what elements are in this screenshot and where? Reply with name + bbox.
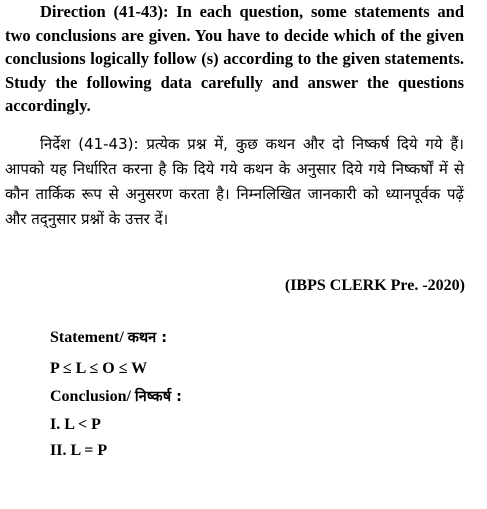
statement-label: Statement/ <box>50 329 124 346</box>
statement-text: P ≤ L ≤ O ≤ W <box>50 360 148 377</box>
conclusion-one: I. L < P <box>50 416 101 433</box>
direction-english: Direction (41-43): In each question, some statements and two conclusions are given. You have to decide which of the given conclusions logically follow (s) according to the given statements. Study the following data carefully and answer the questions accordingly. <box>5 2 464 115</box>
conclusion-heading <box>50 386 182 406</box>
statement-heading <box>50 327 167 347</box>
conclusion-label-hindi: निष्कर्ष : <box>134 389 182 405</box>
statement-label-hindi: कथन : <box>127 330 168 346</box>
exam-source: (IBPS CLERK Pre. -2020) <box>284 277 465 294</box>
direction-hindi: निर्देश (41-43): प्रत्येक प्रश्न में, कुछ कथन और दो निष्कर्ष दिये गये हैं। आपको यह निर्धारित करना है कि दिये गये कथन के अनुसार दिये गये निष्कर्षों में से कौन तार्किक रूप से अनुसरण करता है। निम्नलिखित जानकारी को ध्यानपूर्वक पढ़ें और तद्नुसार प्रश्नों के उत्तर दें। <box>5 135 464 228</box>
conclusion-two: II. L = P <box>50 442 108 459</box>
conclusion-label: Conclusion/ <box>50 388 131 405</box>
